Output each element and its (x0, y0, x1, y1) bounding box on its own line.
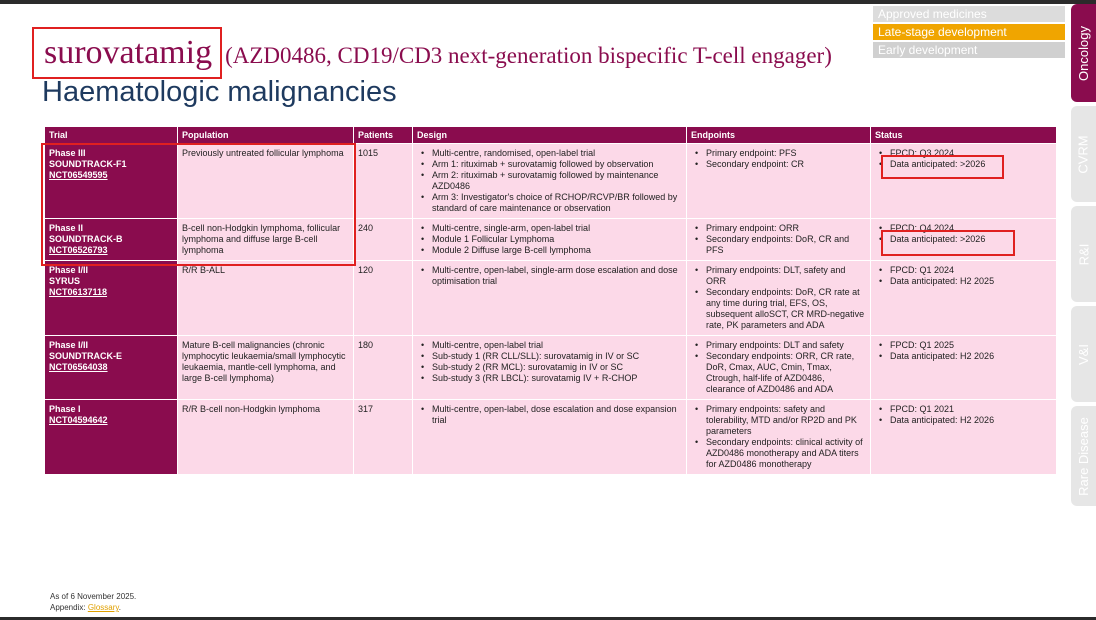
trial-phase: Phase III (49, 148, 86, 158)
population-cell: Previously untreated follicular lymphoma (178, 144, 354, 219)
trial-id-link[interactable]: NCT06549595 (49, 170, 108, 180)
list-item: • FPCD: Q4 2024 (875, 223, 1052, 234)
trial-id-link[interactable]: NCT06564038 (49, 362, 108, 372)
trial-phase: Phase I (49, 404, 81, 414)
window-top-border (0, 0, 1096, 4)
endpoints-cell (687, 400, 871, 475)
legend-late-stage-development: Late-stage development (873, 24, 1065, 40)
appendix-line: Appendix: Glossary. (50, 603, 122, 612)
list-item: • Sub-study 2 (RR MCL): surovatamig in IV or SC (417, 362, 682, 373)
trial-name: SOUNDTRACK-B (49, 234, 123, 244)
list-item: • Data anticipated: H2 2026 (875, 415, 1052, 426)
table-row (45, 144, 1057, 219)
tab-v-and-i[interactable]: V&I (1071, 306, 1096, 402)
trial-cell (45, 400, 178, 475)
list-item: • Secondary endpoints: DoR, CR rate at any time during trial, EFS, OS, subsequent alloSCT, CR MRD-negative rate, PK parameters and ADA (691, 287, 866, 331)
list-item: • Multi-centre, open-label, single-arm dose escalation and dose optimisation trial (417, 265, 682, 287)
therapy-area-tabs (1071, 4, 1096, 510)
table-row (45, 219, 1057, 261)
design-cell (413, 400, 687, 475)
status-cell (871, 144, 1057, 219)
header-design: Design (413, 127, 687, 144)
design-cell (413, 144, 687, 219)
list-item: • Data anticipated: H2 2025 (875, 276, 1052, 287)
list-item: • FPCD: Q3 2024 (875, 148, 1052, 159)
list-item: • Data anticipated: >2026 (875, 234, 1052, 245)
list-item: • Arm 3: Investigator's choice of RCHOP/RCVP/BR followed by standard of care maintenance or observation (417, 192, 682, 214)
trial-cell (45, 261, 178, 336)
population-cell: R/R B-cell non-Hodgkin lymphoma (178, 400, 354, 475)
list-item: • Module 2 Diffuse large B-cell lymphoma (417, 245, 682, 256)
list-item: • Multi-centre, open-label, dose escalation and dose expansion trial (417, 404, 682, 426)
header-population: Population (178, 127, 354, 144)
status-cell (871, 336, 1057, 400)
endpoints-cell (687, 219, 871, 261)
population-cell: B-cell non-Hodgkin lymphoma, follicular lymphoma and diffuse large B-cell lymphoma (178, 219, 354, 261)
list-item: • Secondary endpoint: CR (691, 159, 866, 170)
tab-oncology[interactable]: Oncology (1071, 4, 1096, 102)
trial-id-link[interactable]: NCT06526793 (49, 245, 108, 255)
population-cell: Mature B-cell malignancies (chronic lymphocytic leukaemia/small lymphocytic leukaemia, mantle-cell lymphoma, and large B-cell lymphoma) (178, 336, 354, 400)
patients-cell: 317 (354, 400, 413, 475)
list-item: • Multi-centre, randomised, open-label trial (417, 148, 682, 159)
list-item: • Data anticipated: >2026 (875, 159, 1052, 170)
list-item: • Secondary endpoints: ORR, CR rate, DoR, Cmax, AUC, Cmin, Tmax, Ctrough, half-life of AZD0486, clearance of AZD0486 and ADA (691, 351, 866, 395)
list-item: • Secondary endpoints: clinical activity of AZD0486 monotherapy and ADA titers for AZD0486 monotherapy (691, 437, 866, 470)
trial-name: SOUNDTRACK-F1 (49, 159, 127, 169)
table-row (45, 261, 1057, 336)
patients-cell: 240 (354, 219, 413, 261)
list-item: • Arm 2: rituximab + surovatamig followed by maintenance AZD0486 (417, 170, 682, 192)
slide-title (32, 27, 832, 79)
trial-cell (45, 336, 178, 400)
trial-cell (45, 144, 178, 219)
list-item: • Primary endpoints: DLT, safety and ORR (691, 265, 866, 287)
list-item: • Module 1 Follicular Lymphoma (417, 234, 682, 245)
trial-phase: Phase I/II (49, 265, 89, 275)
drug-subtitle: (AZD0486, CD19/CD3 next-generation bispecific T-cell engager) (225, 43, 832, 68)
drug-name: surovatamig (44, 34, 213, 71)
design-cell (413, 336, 687, 400)
status-cell (871, 261, 1057, 336)
endpoints-cell (687, 261, 871, 336)
header-endpoints: Endpoints (687, 127, 871, 144)
endpoints-cell (687, 336, 871, 400)
tab-rare-disease[interactable]: Rare Disease (1071, 406, 1096, 506)
header-status: Status (871, 127, 1057, 144)
list-item: • Data anticipated: H2 2026 (875, 351, 1052, 362)
trial-name: SOUNDTRACK-E (49, 351, 122, 361)
footer-note (50, 591, 136, 613)
status-cell (871, 400, 1057, 475)
trial-id-link[interactable]: NCT06137118 (49, 287, 108, 297)
design-cell (413, 219, 687, 261)
development-stage-legend (873, 6, 1065, 60)
tab-r-and-i[interactable]: R&I (1071, 206, 1096, 302)
drug-name-highlight-box (32, 27, 222, 79)
legend-early-development: Early development (873, 42, 1065, 58)
trial-phase: Phase II (49, 223, 84, 233)
patients-cell: 180 (354, 336, 413, 400)
trial-id-link[interactable]: NCT04594642 (49, 415, 108, 425)
list-item: • FPCD: Q1 2021 (875, 404, 1052, 415)
section-title: Haematologic malignancies (42, 76, 397, 108)
trial-name: SYRUS (49, 276, 81, 286)
list-item: • Primary endpoint: PFS (691, 148, 866, 159)
as-of-date: As of 6 November 2025. (50, 592, 137, 601)
list-item: • FPCD: Q1 2025 (875, 340, 1052, 351)
patients-cell: 120 (354, 261, 413, 336)
table-header-row (45, 127, 1057, 144)
header-patients: Patients (354, 127, 413, 144)
population-cell: R/R B-ALL (178, 261, 354, 336)
trial-cell (45, 219, 178, 261)
patients-cell: 1015 (354, 144, 413, 219)
tab-cvrm[interactable]: CVRM (1071, 106, 1096, 202)
status-cell (871, 219, 1057, 261)
list-item: • FPCD: Q1 2024 (875, 265, 1052, 276)
legend-approved-medicines: Approved medicines (873, 6, 1065, 22)
design-cell (413, 261, 687, 336)
list-item: • Multi-centre, open-label trial (417, 340, 682, 351)
list-item: • Sub-study 1 (RR CLL/SLL): surovatamig in IV or SC (417, 351, 682, 362)
list-item: • Secondary endpoints: DoR, CR and PFS (691, 234, 866, 256)
trial-phase: Phase I/II (49, 340, 89, 350)
list-item: • Sub-study 3 (RR LBCL): surovatamig IV + R-CHOP (417, 373, 682, 384)
list-item: • Primary endpoints: safety and tolerability, MTD and/or RP2D and PK parameters (691, 404, 866, 437)
list-item: • Primary endpoints: DLT and safety (691, 340, 866, 351)
list-item: • Multi-centre, single-arm, open-label trial (417, 223, 682, 234)
endpoints-cell (687, 144, 871, 219)
header-trial: Trial (45, 127, 178, 144)
list-item: • Primary endpoint: ORR (691, 223, 866, 234)
table-row (45, 336, 1057, 400)
list-item: • Arm 1: rituximab + surovatamig followed by observation (417, 159, 682, 170)
glossary-link[interactable]: Glossary (87, 603, 119, 612)
table-row (45, 400, 1057, 475)
clinical-trials-table (44, 126, 1057, 475)
